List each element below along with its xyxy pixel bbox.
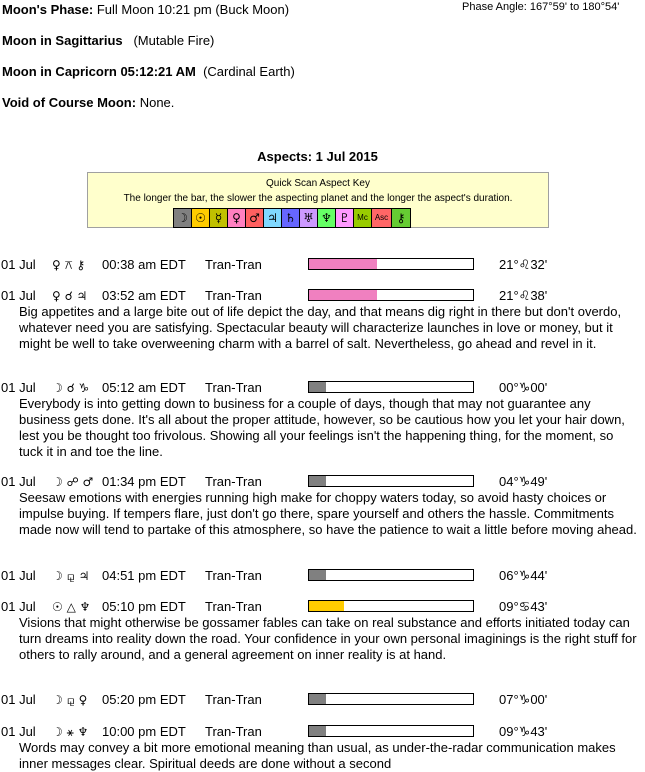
aspect-type: Tran-Tran xyxy=(205,380,262,395)
aspect-duration-bar xyxy=(308,475,474,487)
aspect-duration-bar xyxy=(308,693,474,705)
key-title: Quick Scan Aspect Key xyxy=(266,178,370,189)
aspect-position: 07°♑00' xyxy=(499,692,548,707)
aspect-date: 01 Jul xyxy=(1,257,36,272)
aspect-date: 01 Jul xyxy=(1,692,36,707)
aspect-time: 03:52 am EDT xyxy=(102,288,186,303)
aspect-description: Words may convey a bit more emotional meaning than usual, as under-the-radar communication makes inner messages clear. Spiritual deeds are done without a second xyxy=(19,740,616,771)
moon-phase-line xyxy=(2,2,289,17)
key-swatch: ♇ xyxy=(336,209,354,227)
aspect-duration-bar xyxy=(308,725,474,737)
aspect-time: 04:51 pm EDT xyxy=(102,568,186,583)
aspect-duration-fill xyxy=(309,601,344,611)
key-swatch: ♂ xyxy=(246,209,264,227)
aspect-glyphs: ☽ ⚹ ♆ xyxy=(52,725,89,739)
moon-sign-2-value: (Cardinal Earth) xyxy=(203,64,295,79)
key-swatch: ♃ xyxy=(264,209,282,227)
aspects-title: Aspects: 1 Jul 2015 xyxy=(257,149,378,164)
aspect-position: 04°♑49' xyxy=(499,474,548,489)
aspect-date: 01 Jul xyxy=(1,568,36,583)
key-swatch: ♅ xyxy=(300,209,318,227)
aspect-glyphs: ☽ ⚼ ♀ xyxy=(52,693,88,707)
aspect-type: Tran-Tran xyxy=(205,692,262,707)
aspect-date: 01 Jul xyxy=(1,599,36,614)
aspect-duration-bar xyxy=(308,569,474,581)
key-swatch: Asc xyxy=(372,209,392,227)
moon-sign-1-value: (Mutable Fire) xyxy=(133,33,215,48)
aspect-type: Tran-Tran xyxy=(205,599,262,614)
phase-angle: Phase Angle: 167°59' to 180°54' xyxy=(462,1,620,13)
aspect-duration-fill xyxy=(309,570,326,580)
aspect-description: Visions that might otherwise be gossamer fables can take on real substance and efforts initiated today can turn dreams into reality down the road. Your confidence in your own personal imaginings is the right stuff for others to rally around, and a general agreement on inner reality is at hand. xyxy=(19,615,637,662)
aspect-time: 05:10 pm EDT xyxy=(102,599,186,614)
aspect-duration-fill xyxy=(309,726,326,736)
key-subtitle: The longer the bar, the slower the aspecting planet and the longer the aspect's duration. xyxy=(123,193,513,204)
aspect-key-box xyxy=(87,172,549,228)
aspect-glyphs: ☉ △ ♆ xyxy=(52,600,91,614)
aspect-position: 21°♌38' xyxy=(499,288,548,303)
key-swatch: ⚷ xyxy=(392,209,410,227)
moon-sign-2-label: Moon in Capricorn 05:12:21 AM xyxy=(2,64,196,79)
aspect-time: 05:20 pm EDT xyxy=(102,692,186,707)
aspect-description: Seesaw emotions with energies running high make for choppy waters today, so avoid hasty choices or impulse buying. If tempers flare, just don't go there, spare yourself and others the hassle. Commitments made now will tend to partake of this atmosphere, so have the patience to wait a little before moving ahead. xyxy=(19,490,637,537)
aspect-type: Tran-Tran xyxy=(205,568,262,583)
aspect-date: 01 Jul xyxy=(1,380,36,395)
key-swatch: ☉ xyxy=(192,209,210,227)
void-of-course-line xyxy=(2,95,174,110)
aspect-glyphs: ☽ ⚼ ♃ xyxy=(52,569,90,583)
aspect-position: 00°♑00' xyxy=(499,380,548,395)
aspect-duration-fill xyxy=(309,382,326,392)
aspect-duration-fill xyxy=(309,694,326,704)
aspect-type: Tran-Tran xyxy=(205,724,262,739)
voc-value: None. xyxy=(139,95,175,110)
aspect-duration-fill xyxy=(309,259,377,269)
aspect-duration-bar xyxy=(308,381,474,393)
moon-sign-line-1 xyxy=(2,33,214,48)
aspect-date: 01 Jul xyxy=(1,474,36,489)
aspect-glyphs: ♀ ☌ ♃ xyxy=(52,289,88,303)
key-swatch: ♄ xyxy=(282,209,300,227)
key-swatch: Mc xyxy=(354,209,372,227)
aspect-glyphs: ☽ ☌ ♑ xyxy=(52,381,90,395)
key-swatch: ☿ xyxy=(210,209,228,227)
voc-label: Void of Course Moon: xyxy=(2,95,137,110)
aspect-duration-fill xyxy=(309,290,377,300)
aspect-description: Everybody is into getting down to business for a couple of days, though that may not guarantee any business gets done. It's all about the proper attitude, however, so be cautious how you let your hair down, lest you be thought too frivolous. Showing all your feelings isn't the happening thing, for the moment, so tuck it in and toe the line. xyxy=(19,396,625,459)
aspect-glyphs: ♀ ⚻ ⚷ xyxy=(52,258,86,272)
aspect-position: 06°♑44' xyxy=(499,568,548,583)
aspect-time: 10:00 pm EDT xyxy=(102,724,186,739)
aspect-type: Tran-Tran xyxy=(205,288,262,303)
moon-sign-1-label: Moon in Sagittarius xyxy=(2,33,123,48)
moon-phase-label: Moon's Phase: xyxy=(2,2,94,17)
key-swatch: ☽ xyxy=(174,209,192,227)
aspect-date: 01 Jul xyxy=(1,724,36,739)
moon-sign-line-2 xyxy=(2,64,295,79)
aspect-time: 00:38 am EDT xyxy=(102,257,186,272)
key-swatch: ♀ xyxy=(228,209,246,227)
aspect-description: Big appetites and a large bite out of life depict the day, and that means dig right in there but don't overdo, whatever need you are satisfying. Spectacular beauty will characterize launches in love or money, but it might be well to take overweening charm with a barrel of salt. Nevertheless, go ahead and revel in it. xyxy=(19,304,622,351)
aspect-time: 01:34 pm EDT xyxy=(102,474,186,489)
aspect-duration-bar xyxy=(308,600,474,612)
key-planet-swatches xyxy=(173,208,411,228)
key-swatch: ♆ xyxy=(318,209,336,227)
aspect-glyphs: ☽ ☍ ♂ xyxy=(52,475,94,489)
aspect-type: Tran-Tran xyxy=(205,474,262,489)
aspect-duration-bar xyxy=(308,258,474,270)
aspect-type: Tran-Tran xyxy=(205,257,262,272)
aspect-position: 21°♌32' xyxy=(499,257,548,272)
moon-phase-value: Full Moon 10:21 pm (Buck Moon) xyxy=(96,2,290,17)
aspect-date: 01 Jul xyxy=(1,288,36,303)
aspect-position: 09°♋43' xyxy=(499,599,548,614)
aspect-position: 09°♑43' xyxy=(499,724,548,739)
aspect-duration-bar xyxy=(308,289,474,301)
aspect-time: 05:12 am EDT xyxy=(102,380,186,395)
aspect-duration-fill xyxy=(309,476,326,486)
